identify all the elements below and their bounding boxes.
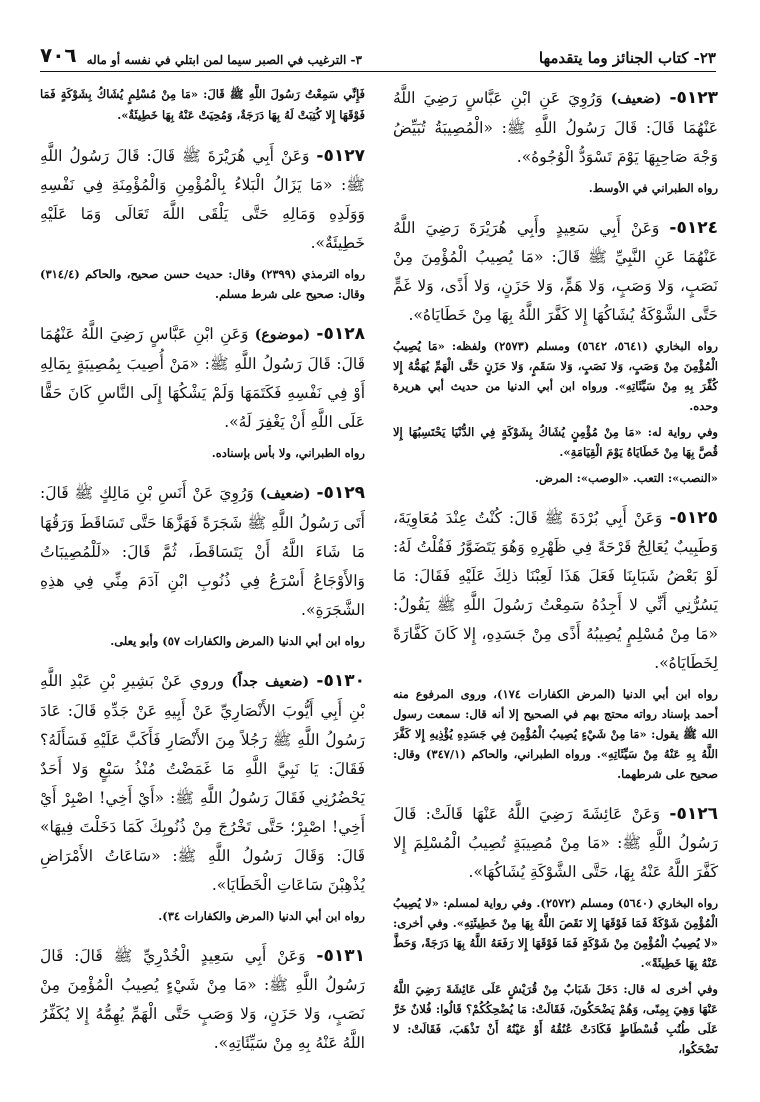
hadith-number: ٥١٢٧- bbox=[316, 146, 365, 166]
hadith-text: وَعَنْ أَبِي بُرْدَةَ ﷺ قَالَ: كُنْتُ عِنْدَ مُعَاوِيَةَ، وَطَبِيبٌ يُعَالِجُ قَرْحَةً فِي ظَهْرِهِ وَهُوَ يَتَضَوَّرُ فَقُلْتُ لَهُ: لَوْ بَعْضُ شَبَابِنَا فَعَلَ هَذَا لَعِبْنَا ذلِكَ عَلَيْهِ فَقَالَ: مَا يَسُرُّنِي أَنِّي لا أَجِدُهُ سَمِعْتُ رَسُولَ اللَّهِ ﷺ يَقُولُ: «مَا مِنْ مُسْلِمٍ يُصِيبُهُ أَذًى مِنْ جَسَدِهِ، إِلا كَانَ كَفَّارَةً لِخَطَايَاهُ». bbox=[393, 509, 718, 672]
hadith-text: وَعَنِ ابْنِ عَبَّاسٍ رَضِيَ اللَّهُ عَنْهُمَا قَالَ: قَالَ رَسُولُ اللَّهِ ﷺ: «مَنْ أُصِيبَ بِمُصِيبَةٍ بِمَالِهِ أَوْ فِي نَفْسِهِ فَكَتَمَهَا وَلَمْ يَشْكُهَا إِلَى النَّاسِ كَانَ حَقًّا عَلَى اللَّهِ أَنْ يَغْفِرَ لَهُ». bbox=[40, 325, 365, 431]
hadith-5128 bbox=[40, 320, 365, 437]
hadith-text: وَعَنْ أَبِي سَعِيدٍ الْخُدْرِيِّ ﷺ قَالَ: قَالَ رَسُولُ اللَّهِ ﷺ: «مَا مِنْ شَيْءٍ يُصِيبُ الْمُؤْمِنَ مِنْ نَصَبٍ، وَلا حَزَنٍ، وَلا وَصَبٍ حَتَّى الْهَمِّ يُهِمُّهُ إِلا يُكَفِّرُ اللَّهُ عَنْهُ بِهِ مِنْ سَيِّئَاتِهِ». bbox=[40, 947, 365, 1052]
hadith-number: ٥١٣١- bbox=[316, 946, 365, 966]
left-column bbox=[40, 84, 365, 1084]
hadith-5129 bbox=[40, 479, 365, 625]
hadith-text: وَرُوِيَ عَنْ أَنَسِ بْنِ مَالِكٍ ﷺ قَالَ: أَتَى رَسُولُ اللَّهِ ﷺ شَجَرَةً فَهَزَّهَا حَتَّى تَسَاقَطَ وَرَقُهَا مَا شَاءَ اللَّهُ أَنْ يَتَسَاقَطَ، ثُمَّ قَالَ: «لَلْمُصِيبَاتُ وَالأَوْجَاعُ أَسْرَعُ فِي ذُنُوبِ ابْنِ آدَمَ مِنِّي فِي هذِهِ الشَّجَرَةِ». bbox=[40, 484, 365, 619]
hadith-text: وَعَنْ عَائِشَةَ رَضِيَ اللَّهُ عَنْهَا قَالَتْ: قَالَ رَسُولُ اللَّهِ ﷺ: «مَا مِنْ مُصِيبَةٍ تُصِيبُ الْمُسْلِمَ إِلا كَفَّرَ اللَّهُ عَنْهُ بِهَا، حَتَّى الشَّوْكَةِ يُشَاكُهَا». bbox=[393, 805, 718, 881]
hadith-5123 bbox=[393, 84, 718, 172]
hadith-5130 bbox=[40, 667, 365, 900]
hadith-grade: (موضوع) bbox=[254, 327, 311, 343]
hadith-source: رواه الطبراني، ولا بأس بإسناده. bbox=[211, 446, 365, 460]
hadith-5124 bbox=[393, 214, 718, 330]
hadith-source: رواه الترمذي (٢٣٩٩) وقال: حديث حسن صحيح، والحاكم (٣١٤/٤) وقال: صحيح على شرط مسلم. bbox=[40, 267, 365, 301]
hadith-text: وَعَنْ أَبِي هُرَيْرَةَ ﷺ قَالَ: قَالَ رَسُولُ اللَّهِ ﷺ: «مَا يَزَالُ الْبَلاءُ بِالْمُؤْمِنِ وَالْمُؤْمِنَةِ فِي نَفْسِهِ وَوَلَدِهِ وَمَالِهِ حَتَّى يَلْقَى اللَّهَ تَعَالَى وَمَا عَلَيْهِ خَطِيئَةٌ». bbox=[40, 147, 365, 252]
hadith-number: ٥١٣٠- bbox=[316, 671, 365, 691]
hadith-5126 bbox=[393, 800, 718, 887]
hadith-number: ٥١٢٦- bbox=[669, 804, 718, 824]
hadith-text: وَرُوِيَ عَنِ ابْنِ عَبَّاسٍ رَضِيَ اللَّهُ عَنْهُمَا قَالَ: قَالَ رَسُولُ اللَّهِ ﷺ: «الْمُصِيبَةُ تُبَيِّضُ وَجْهَ صَاحِبِهَا يَوْمَ تَسْوَدُّ الْوُجُوهُ». bbox=[393, 89, 718, 166]
hadith-5125 bbox=[393, 504, 718, 678]
hadith-source: رواه الطبراني في الأوسط. bbox=[588, 181, 718, 195]
hadith-source: رواه ابن أبي الدنيا (المرض الكفارات ١٧٤)، وروى المرفوع منه أحمد بإسناد رواته محتج بهم في الصحيح إلا أنه قال: سمعت رسول الله ﷺ يقول: «مَا مِنْ شَيْءٍ يُصِيبُ الْمُؤْمِنَ فِي جَسَدِهِ يُؤْذِيهِ إِلا كَفَّرَ اللَّهُ بِهِ عَنْهُ مِنْ سَيِّئَاتِهِ». ورواه الطبراني، والحاكم (٣٤٧/١) وقال: صحيح على شرطهما. bbox=[393, 687, 718, 781]
hadith-text: وروي عَنْ بَشِيرِ بْنِ عَبْدِ اللَّهِ بْنِ أَبِي أَيُّوبَ الأَنْصَارِيِّ عَنْ أَبِيهِ عَنْ جَدِّهِ قَالَ: عَادَ رَسُولُ اللَّهِ ﷺ رَجُلاً مِنَ الأَنْصَارِ فَأَكَبَّ عَلَيْهِ فَسَأَلَهُ؟ فَقَالَ: يَا نَبِيَّ اللَّهِ مَا غَمَضْتُ مُنْذُ سَبْعٍ وَلا أَحَدٌ يَحْضُرُنِي فَقَالَ رَسُولُ اللَّهِ ﷺ: «أَيْ أَخِي! اصْبِرْ أَيْ أَخِي! اصْبِرْ؛ حَتَّى تَخْرُجَ مِنْ ذُنُوبِكَ كَمَا دَخَلْتَ فِيهَا» قَالَ: وَقَالَ رَسُولُ اللَّهِ ﷺ: «سَاعَاتُ الأَمْرَاضِ يُذْهِبْنَ سَاعَاتِ الْخَطَايَا». bbox=[40, 672, 365, 894]
hadith-grade: (ضعيف) bbox=[610, 91, 662, 107]
right-column bbox=[393, 84, 718, 1084]
section-title: ٣- الترغيب في الصبر سيما لمن ابتلي في نفسه أو ماله bbox=[86, 53, 362, 67]
hadith-extra: وفي رواية له: «مَا مِنْ مُؤْمِنٍ يُشَاكُ بِشَوْكَةٍ فِي الدُّنْيَا يَحْتَسِبُهَا إِلا قُصَّ بِهَا مِنْ خَطَايَاهُ يَوْمَ الْقِيَامَةِ». bbox=[393, 425, 718, 459]
hadith-extra: وفي أخرى له قال: دَخَلَ شَبَابٌ مِنْ قُرَيْشٍ عَلَى عَائِشَةَ رَضِيَ اللَّهُ عَنْهَا وَهِيَ بِمِنًى، وَهُمْ يَضْحَكُونَ، فَقَالَتْ: مَا يُضْحِكُكُمْ؟ قَالُوا: فُلانٌ خَرَّ عَلَى طُنُبِ فُسْطَاطٍ فَكَادَتْ عُنُقُهُ أَوْ عَيْنُهُ أَنْ تَذْهَبَ، فَقَالَتْ: لا تَضْحَكُوا، bbox=[393, 982, 718, 1056]
hadith-number: ٥١٢٤- bbox=[669, 218, 718, 238]
hadith-source: رواه البخاري (٥٦٤١، ٥٦٤٢) ومسلم (٢٥٧٣) ولفظه: «مَا يُصِيبُ الْمُؤْمِنَ مِنْ وَصَبٍ، وَلا نَصَبٍ، وَلا سَقَمٍ، وَلا حَزَنٍ حَتَّى الْهَمِّ يُهَمُّهُ إِلا كُفِّرَ بِهِ مِنْ سَيِّئَاتِهِ». ورواه ابن أبي الدنيا من حديث أبي هريرة وحده. bbox=[393, 339, 718, 413]
hadith-source: رواه البخاري (٥٦٤٠) ومسلم (٢٥٧٢). وفي رواية لمسلم: «لا يُصِيبُ الْمُؤْمِنَ شَوْكَةٌ فَمَا فَوْقَهَا إِلا نَقَصَ اللَّهُ بِهَا مِنْ خَطِيئَتِهِ». وفي أخرى: «لا يُصِيبُ الْمُؤْمِنَ مِنْ شَوْكَةٍ فَمَا فَوْقَهَا إِلا رَفَعَهُ اللَّهُ بِهَا دَرَجَةً، وَحَطَّ عَنْهُ بِهَا خَطِيئَةً». bbox=[393, 896, 718, 970]
hadith-number: ٥١٢٩- bbox=[316, 483, 365, 503]
hadith-grade: (ضعيف) bbox=[259, 486, 311, 502]
hadith-number: ٥١٢٥- bbox=[669, 508, 718, 528]
hadith-grade: (ضعيف جداً) bbox=[231, 674, 310, 690]
hadith-number: ٥١٢٣- bbox=[669, 88, 718, 108]
page-header bbox=[40, 28, 716, 72]
hadith-gloss: «النصب»: التعب. «الوصب»: المرض. bbox=[535, 471, 718, 485]
hadith-5127 bbox=[40, 142, 365, 258]
chapter-title: ٢٣- كتاب الجنائز وما يتقدمها bbox=[538, 49, 716, 67]
page-number: ٧٠٦ bbox=[40, 43, 77, 67]
hadith-text: وَعَنْ أَبِي سَعِيدٍ وأَبِي هُرَيْرَةَ رَضِيَ اللَّهُ عَنْهُمَا عَنِ النَّبِيِّ ﷺ قَالَ: «مَا يُصِيبُ الْمُؤْمِنَ مِنْ نَصَبٍ، وَلا وَصَبٍ، وَلا هَمٍّ، وَلا حَزَنٍ، وَلا أَذًى، وَلا غَمٍّ حَتَّى الشَّوْكَةُ يُشَاكُهَا إِلا كَفَّرَ اللَّهُ بِهَا مِنْ خَطَايَاهُ». bbox=[393, 219, 718, 324]
continued-text: فَإِنِّي سَمِعْتُ رَسُولَ اللَّهِ ﷺ قَالَ: «مَا مِنْ مُسْلِمٍ يُشَاكُ بِشَوْكَةٍ فَمَا فَوْقَهَا إِلا كُتِبَتْ لَهُ بِهَا دَرَجَةٌ، وَمُحِيَتْ عَنْهُ بِهَا خَطِيئَةٌ». bbox=[40, 87, 365, 122]
hadith-source: رواه ابن أبي الدنيا (المرض والكفارات ٥٧) وأبو يعلى. bbox=[110, 634, 365, 648]
hadith-number: ٥١٢٨- bbox=[316, 324, 365, 344]
hadith-5131 bbox=[40, 942, 365, 1058]
hadith-source: رواه ابن أبي الدنيا (المرض والكفارات ٣٤). bbox=[158, 909, 365, 923]
